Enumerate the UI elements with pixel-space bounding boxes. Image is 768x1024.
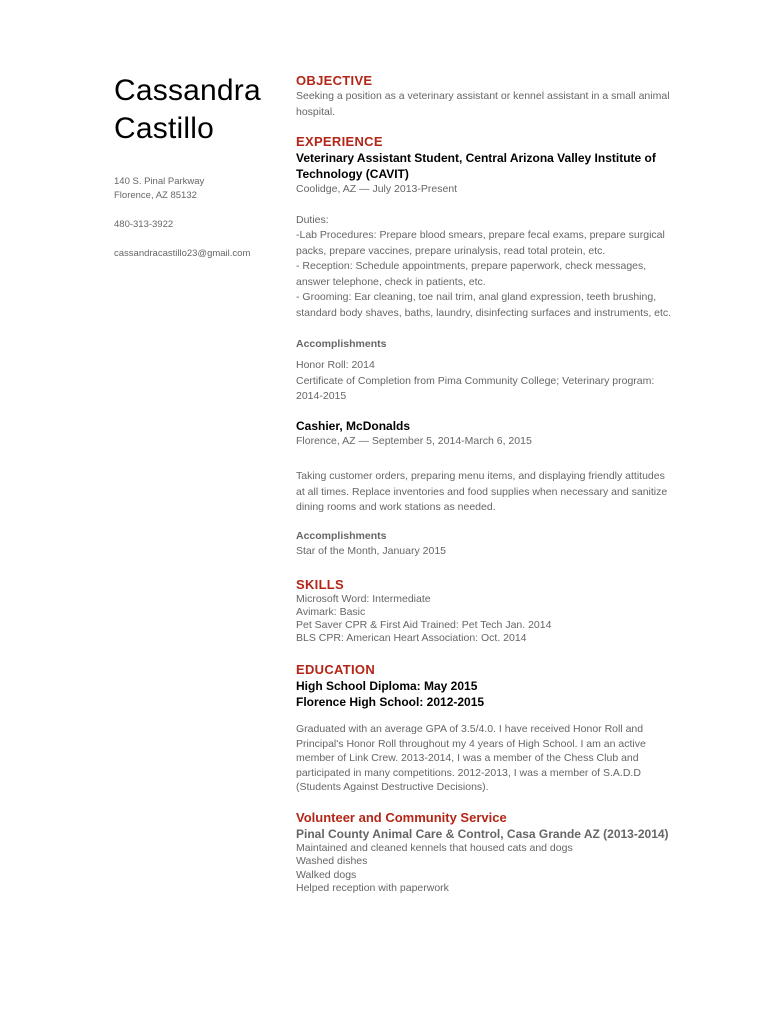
skills-list	[296, 593, 716, 645]
education-line: member of Link Crew. 2013-2014, I was a member of the Chess Club and	[296, 752, 639, 764]
job-location-vet: Coolidge, AZ — July 2013-Present	[296, 183, 458, 195]
job-title-vet	[296, 150, 716, 182]
education-description	[296, 722, 716, 795]
volunteer-item: Washed dishes	[296, 855, 368, 867]
address-line-2: Florence, AZ 85132	[114, 190, 197, 201]
objective-line: hospital.	[296, 105, 336, 118]
accomplishment-item: Honor Roll: 2014	[296, 359, 375, 371]
job-title-line: Technology (CAVIT)	[296, 167, 409, 181]
skill-item: Microsoft Word: Intermediate	[296, 593, 431, 605]
main-column	[296, 72, 716, 896]
education-line: Graduated with an average GPA of 3.5/4.0. I have received Honor Roll and	[296, 723, 644, 735]
email-address: cassandracastillo23@gmail.com	[114, 248, 251, 259]
job-location-cashier: Florence, AZ — September 5, 2014-March 6, 2015	[296, 434, 532, 447]
description-line: dining rooms and work stations as needed.	[296, 501, 496, 513]
duty-line: answer telephone, check in patients, etc.	[296, 275, 486, 288]
duty-line: standard body shaves, baths, laundry, disinfecting surfaces and instruments, etc.	[296, 306, 672, 319]
address-line-1: 140 S. Pinal Parkway	[114, 176, 205, 187]
phone-number: 480-313-3922	[114, 219, 174, 230]
volunteer-list	[296, 842, 716, 896]
first-name: Cassandra	[114, 74, 261, 107]
skill-item: Pet Saver CPR & First Aid Trained: Pet Tech Jan. 2014	[296, 619, 552, 631]
duty-line: - Grooming: Ear cleaning, toe nail trim, anal gland expression, teeth brushing,	[296, 291, 657, 303]
skill-item: BLS CPR: American Heart Association: Oct. 2014	[296, 632, 527, 644]
objective-heading: OBJECTIVE	[296, 73, 373, 88]
job-description-cashier	[296, 469, 716, 516]
accomplishment-item: 2014-2015	[296, 390, 347, 402]
experience-heading: EXPERIENCE	[296, 134, 383, 149]
volunteer-heading: Volunteer and Community Service	[296, 809, 507, 825]
accomplishment-item: Star of the Month, January 2015	[296, 544, 447, 557]
job-title-cashier: Cashier, McDonalds	[296, 418, 411, 433]
candidate-name	[114, 72, 284, 148]
education-line: (Students Against Destructive Decisions).	[296, 781, 489, 793]
duty-line: -Lab Procedures: Prepare blood smears, prepare fecal exams, prepare surgical	[296, 229, 665, 241]
skill-item: Avimark: Basic	[296, 606, 366, 618]
education-line: Principal's Honor Roll throughout my 4 years of High School. I am an active	[296, 737, 646, 750]
duty-line: - Reception: Schedule appointments, prepare paperwork, check messages,	[296, 260, 647, 272]
phone	[114, 218, 284, 232]
accomplishment-item: Certificate of Completion from Pima Community College; Veterinary program:	[296, 374, 655, 387]
school: Florence High School: 2012-2015	[296, 695, 485, 709]
description-line: Taking customer orders, preparing menu items, and displaying friendly attitudes	[296, 470, 665, 482]
address	[114, 175, 284, 203]
accomplishments-label-vet: Accomplishments	[296, 338, 387, 350]
objective-line: Seeking a position as a veterinary assistant or kennel assistant in a small animal	[296, 90, 670, 102]
skills-heading: SKILLS	[296, 577, 345, 592]
diploma: High School Diploma: May 2015	[296, 679, 478, 693]
job-duties-vet	[296, 213, 716, 322]
accomplishments-vet	[296, 358, 716, 405]
volunteer-item: Helped reception with paperwork	[296, 882, 449, 894]
volunteer-item: Maintained and cleaned kennels that housed cats and dogs	[296, 841, 573, 854]
education-line: participated in many competitions. 2012-2013, I was a member of S.A.D.D	[296, 766, 641, 779]
job-title-line: Veterinary Assistant Student, Central Arizona Valley Institute of	[296, 151, 656, 165]
last-name: Castillo	[114, 112, 214, 145]
duty-line: Duties:	[296, 213, 329, 226]
accomplishments-label-cashier: Accomplishments	[296, 529, 387, 542]
education-heading: EDUCATION	[296, 662, 376, 677]
email	[114, 247, 284, 261]
contact-column	[114, 72, 284, 276]
description-line: at all times. Replace inventories and food supplies when necessary and sanitize	[296, 485, 668, 498]
volunteer-item: Walked dogs	[296, 868, 357, 881]
objective-text	[296, 89, 716, 120]
volunteer-org: Pinal County Animal Care & Control, Casa Grande AZ (2013-2014)	[296, 826, 669, 841]
accomplishments-cashier	[296, 544, 716, 560]
duty-line: packs, prepare vaccines, prepare urinalysis, read total protein, etc.	[296, 244, 606, 257]
